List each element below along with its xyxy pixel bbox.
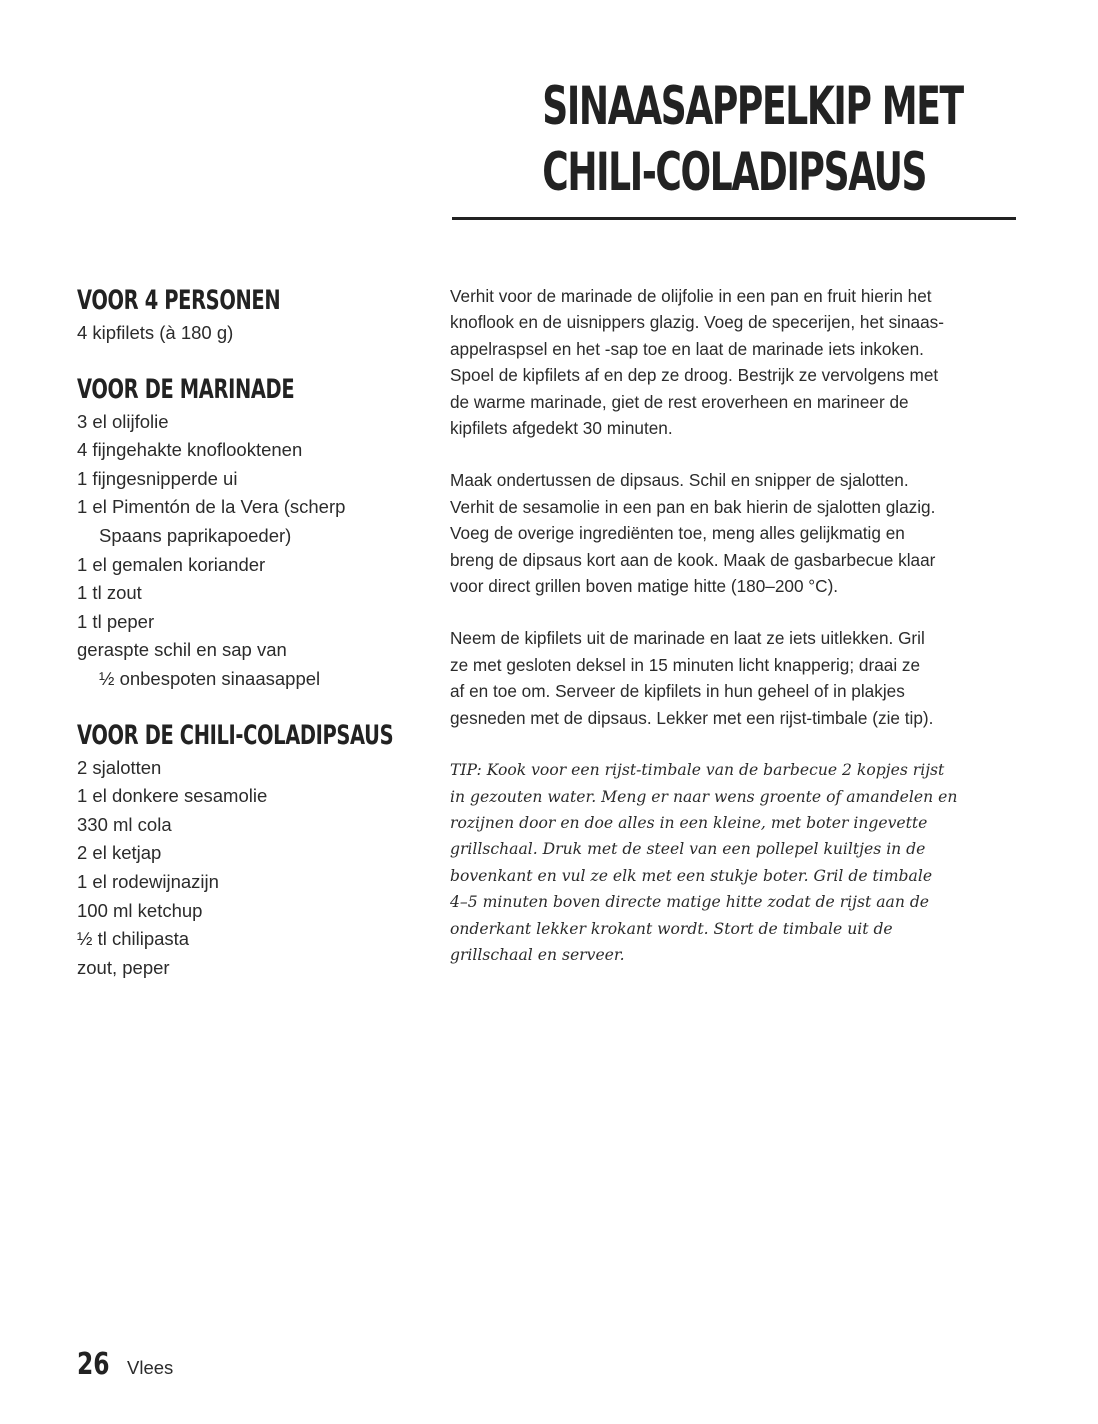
text-line: kipfilets afgedekt 30 minuten. bbox=[450, 418, 673, 439]
text-line: gesneden met de dipsaus. Lekker met een rijst-timbale (zie tip). bbox=[450, 707, 934, 728]
ingredient-item: 2 sjalotten bbox=[77, 756, 162, 778]
dipsaus-list bbox=[77, 754, 417, 983]
text-line: Spoel de kipfilets af en dep ze droog. Bestrijk ze vervolgens met bbox=[450, 365, 939, 386]
ingredient-item: 4 kipfilets (à 180 g) bbox=[77, 322, 234, 343]
text-line: appelraspsel en het -sap toe en laat de marinade iets inkoken. bbox=[450, 338, 924, 359]
tip-line: TIP: Kook voor een rijst-timbale van de barbecue 2 kopjes rijst bbox=[450, 761, 945, 780]
ingredients-column bbox=[77, 283, 417, 1006]
ingredient-item: 1 el gemalen koriander bbox=[77, 553, 266, 575]
tip-line: in gezouten water. Meng er naar wens groente of amandelen en bbox=[450, 787, 958, 806]
ingredient-item: 1 el Pimentón de la Vera (scherp bbox=[77, 496, 346, 518]
ingredient-item-continued: Spaans paprikapoeder) bbox=[99, 524, 292, 546]
ingredient-item: 1 tl peper bbox=[77, 610, 155, 632]
ingredient-item: 1 el rodewijnazijn bbox=[77, 870, 219, 892]
text-line: af en toe om. Serveer de kipfilets in hun geheel of in plakjes bbox=[450, 681, 905, 702]
text-line: breng de dipsaus kort aan de kook. Maak de gasbarbecue klaar bbox=[450, 549, 936, 570]
method-paragraph-2 bbox=[450, 467, 1020, 599]
text-line: Neem de kipfilets uit de marinade en laat ze iets uitlekken. Gril bbox=[450, 628, 925, 649]
method-column bbox=[450, 283, 1020, 968]
servings-list bbox=[77, 319, 417, 348]
ingredient-item: 1 el donkere sesamolie bbox=[77, 785, 268, 807]
ingredient-item-continued: ½ onbespoten sinaasappel bbox=[99, 667, 321, 689]
ingredient-item: zout, peper bbox=[77, 956, 170, 978]
method-paragraph-1 bbox=[450, 283, 1020, 441]
text-line: voor direct grillen boven matige hitte (180–200 °C). bbox=[450, 576, 839, 597]
ingredient-item: ½ tl chilipasta bbox=[77, 928, 190, 950]
ingredient-item: 1 tl zout bbox=[77, 582, 142, 604]
tip-paragraph bbox=[450, 757, 1020, 968]
tip-line: bovenkant en vul ze elk met een stukje boter. Gril de timbale bbox=[450, 866, 933, 885]
ingredient-item: 330 ml cola bbox=[77, 813, 172, 835]
page-number: 26 bbox=[77, 1347, 110, 1382]
tip-line: grillschaal. Druk met de steel van een pollepel kuiltjes in de bbox=[450, 840, 926, 859]
tip-line: onderkant lekker krokant wordt. Stort de timbale uit de bbox=[450, 919, 893, 938]
marinade-list bbox=[77, 408, 417, 694]
ingredient-item: geraspte schil en sap van bbox=[77, 639, 287, 661]
recipe-title-line-1: SINAASAPPELKIP MET bbox=[542, 76, 963, 137]
text-line: de warme marinade, giet de rest eroverheen en marineer de bbox=[450, 391, 909, 412]
tip-line: grillschaal en serveer. bbox=[450, 945, 625, 964]
marinade-heading: VOOR DE MARINADE bbox=[77, 373, 295, 405]
page-footer bbox=[77, 1347, 173, 1387]
text-line: ze met gesloten deksel in 15 minuten licht knapperig; draai ze bbox=[450, 654, 921, 675]
text-line: knoflook en de uisnippers glazig. Voeg de specerijen, het sinaas- bbox=[450, 312, 944, 333]
text-line: Verhit de sesamolie in een pan en bak hierin de sjalotten glazig. bbox=[450, 496, 936, 517]
ingredient-item: 4 fijngehakte knoflooktenen bbox=[77, 439, 303, 461]
ingredient-item: 2 el ketjap bbox=[77, 842, 162, 864]
recipe-title bbox=[542, 74, 963, 206]
method-paragraph-3 bbox=[450, 625, 1020, 731]
servings-heading: VOOR 4 PERSONEN bbox=[77, 285, 281, 316]
title-divider bbox=[452, 217, 1016, 220]
chapter-name: Vlees bbox=[127, 1357, 174, 1378]
recipe-title-block bbox=[452, 74, 1016, 206]
recipe-title-line-2: CHILI-COLADIPSAUS bbox=[542, 142, 927, 203]
tip-line: 4–5 minuten boven directe matige hitte zodat de rijst aan de bbox=[450, 893, 930, 912]
ingredient-item: 3 el olijfolie bbox=[77, 410, 169, 432]
dipsaus-heading: VOOR DE CHILI-COLADIPSAUS bbox=[77, 719, 394, 751]
text-line: Verhit voor de marinade de olijfolie in een pan en fruit hierin het bbox=[450, 286, 932, 306]
ingredient-item: 1 fijngesnipperde ui bbox=[77, 467, 238, 489]
text-line: Maak ondertussen de dipsaus. Schil en snipper de sjalotten. bbox=[450, 470, 909, 491]
ingredient-item: 100 ml ketchup bbox=[77, 899, 203, 921]
tip-line: rozijnen door en doe alles in een kleine, met boter ingevette bbox=[450, 813, 928, 832]
text-line: Voeg de overige ingrediënten toe, meng alles gelijkmatig en bbox=[450, 523, 905, 544]
